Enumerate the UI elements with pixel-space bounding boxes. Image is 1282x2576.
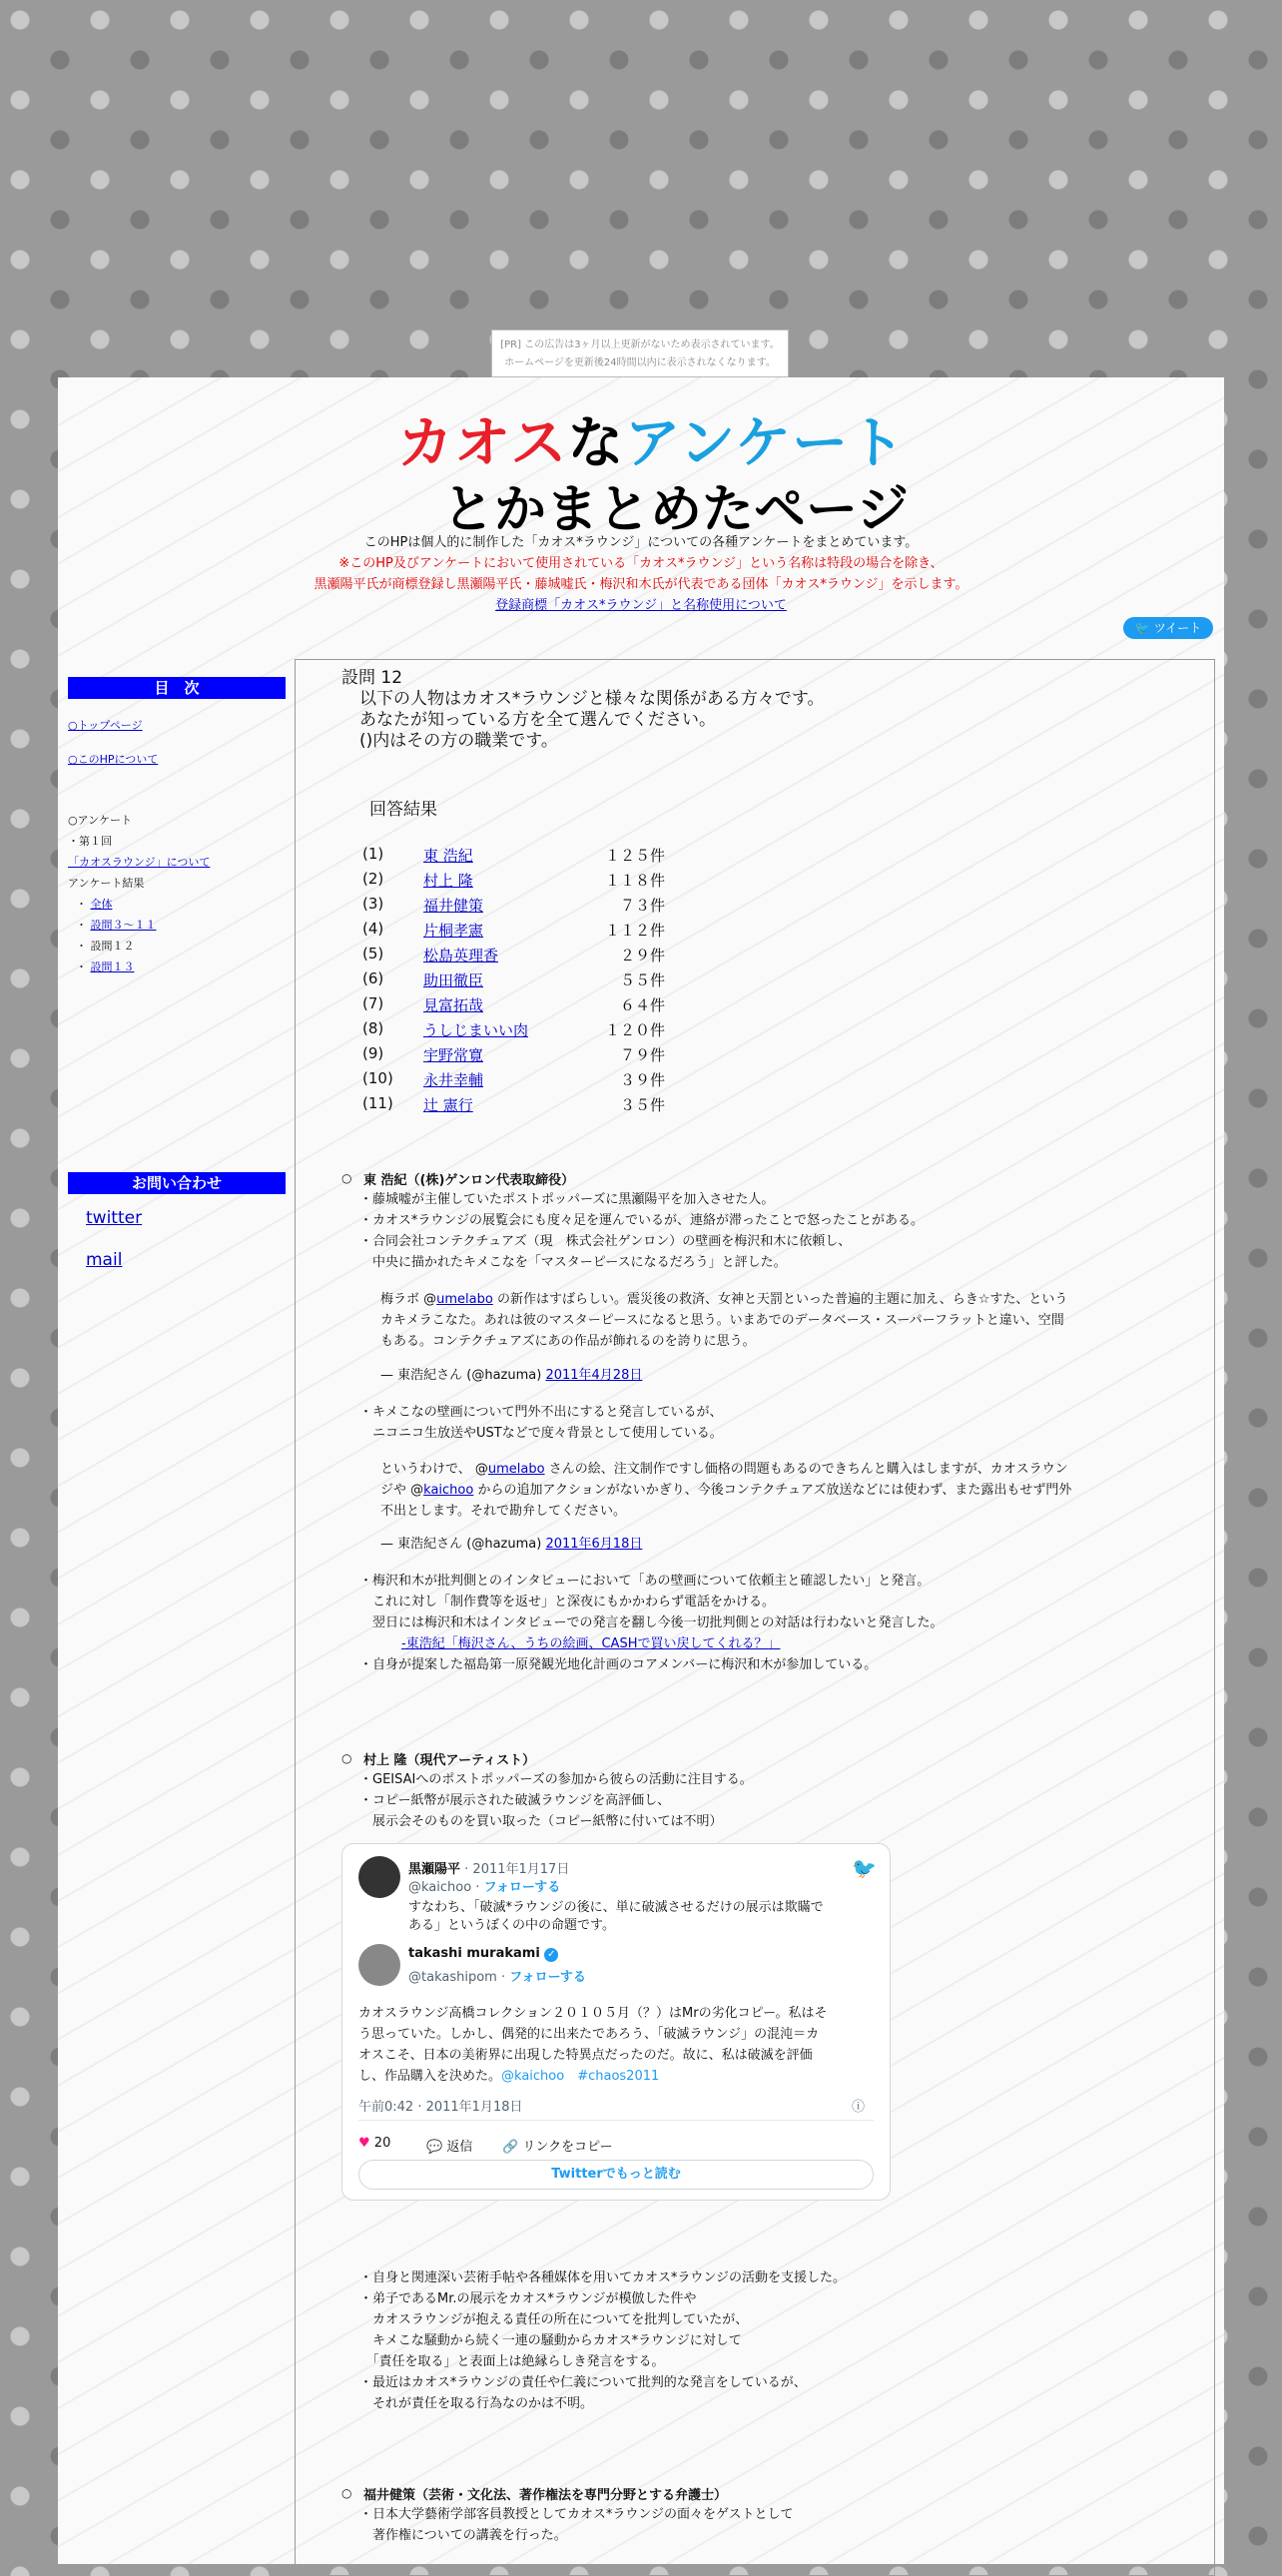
- result-count: ３９件: [619, 1071, 665, 1089]
- reply-handle: @kaichoo: [408, 1880, 472, 1895]
- kaichoo-link[interactable]: kaichoo: [423, 1483, 474, 1498]
- nav-results-label: アンケート結果: [68, 877, 145, 890]
- verified-icon: ✓: [544, 1948, 558, 1962]
- twitter-bird-icon: 🐦: [1134, 621, 1150, 635]
- murakami-line-7: キメこな騒動から続く一連の騒動からカオス*ラウンジに対して: [359, 2333, 742, 2348]
- bullet-icon: ○: [341, 2486, 352, 2500]
- mention-link[interactable]: @kaichoo: [501, 2069, 565, 2084]
- note-line-2: 黒瀬陽平氏が商標登録し黒瀬陽平氏・藤城嘘氏・梅沢和木氏が代表である団体「カオス*ラウンジ」を示します。: [314, 577, 968, 592]
- like-count: 20: [373, 2136, 391, 2151]
- reply-text-2: ある」というぼくの中の命題です。: [408, 1918, 615, 1933]
- result-count: ７３件: [619, 897, 665, 915]
- pr-banner[interactable]: [491, 329, 789, 377]
- nav-survey-label: ○アンケート: [68, 814, 132, 827]
- quote-text: からの追加アクションがないかぎり、今後コンテクチュアズ放送などには使わず、また露出もせず門外: [473, 1483, 1072, 1498]
- result-count: １２５件: [604, 847, 665, 865]
- result-name-link[interactable]: 東 浩紀: [423, 847, 473, 865]
- result-number: (6): [362, 969, 384, 987]
- logo-part-chaos: カオス: [397, 411, 568, 476]
- result-number: (5): [362, 945, 384, 963]
- umelabo-link[interactable]: umelabo: [436, 1292, 493, 1307]
- murakami-line-2: ・コピー紙幣が展示された破滅ラウンジを高評価し、: [359, 1793, 671, 1808]
- result-number: (8): [362, 1019, 384, 1037]
- result-name-link[interactable]: 永井幸輔: [423, 1071, 484, 1089]
- result-number: (9): [362, 1044, 384, 1062]
- azuma-line-8: これに対し「制作費等を返せ」と深夜にもかかわらず電話をかける。: [359, 1595, 776, 1610]
- murakami-line-6: カオスラウンジが抱える責任の所在についてを批判していたが、: [359, 2312, 749, 2327]
- reply-date: · 2011年1月17日: [464, 1862, 570, 1877]
- umelabo-link[interactable]: umelabo: [487, 1462, 545, 1477]
- copy-link-label: リンクをコピー: [522, 2140, 613, 2155]
- azuma-line-5: ・キメこなの壁画について門外不出にすると発言しているが、: [359, 1405, 723, 1420]
- result-name-link[interactable]: 福井健策: [423, 897, 484, 915]
- azuma-title: 東 浩紀（(株)ゲンロン代表取締役）: [363, 1173, 575, 1188]
- nav-item-q3-11-link[interactable]: 設問３～１１: [90, 919, 157, 932]
- main-content: [295, 659, 1215, 2576]
- nav-item-q12-label: 設問１２: [90, 940, 135, 953]
- embedded-tweet[interactable]: [341, 1843, 891, 2201]
- question-line-2: あなたが知っている方を全て選んでください。: [359, 710, 716, 730]
- mail-link[interactable]: mail: [86, 1250, 123, 1270]
- tweet-date-link[interactable]: 2011年4月28日: [545, 1368, 643, 1383]
- result-name-link[interactable]: 村上 隆: [423, 872, 473, 890]
- azuma-line-1: ・藤城嘘が主催していたポストポッパーズに黒瀬陽平を加入させた人。: [359, 1192, 775, 1207]
- twitter-bird-icon: 🐦: [852, 1856, 877, 1880]
- nav-item-overall[interactable]: ・ 全体: [76, 898, 113, 911]
- azuma-line-2: ・カオス*ラウンジの展覧会にも度々足を運んでいるが、連絡が滞ったことで怒ったことがある。: [359, 1213, 925, 1228]
- page-container: [58, 377, 1224, 2564]
- tweet-date-link[interactable]: 2011年6月18日: [545, 1537, 643, 1552]
- azuma-line-11: ・自身が提案した福島第一原発観光地化計画のコアメンバーに梅沢和木が参加している。: [359, 1657, 878, 1672]
- azuma-quote-1c: もある。コンテクチュアズにあの作品が飾れるのを誇りに思う。: [380, 1334, 756, 1349]
- tweet-text-1: カオスラウンジ高橋コレクション２０１０５月（？）はMrの劣化コピー。私はそ: [358, 2006, 828, 2021]
- result-name-link[interactable]: 片桐孝憲: [423, 922, 484, 940]
- bullet-icon: ○: [341, 1751, 352, 1765]
- nav-item-overall-link[interactable]: 全体: [90, 898, 113, 911]
- bullet-icon: ○: [341, 1171, 352, 1185]
- result-count: ５５件: [619, 971, 665, 989]
- reply-text-1: すなわち、「破滅*ラウンジの後に、単に破滅させるだけの展示は欺瞞で: [408, 1900, 824, 1915]
- murakami-title: 村上 隆（現代アーティスト）: [363, 1753, 536, 1768]
- quote-text: 梅ラボ @: [380, 1292, 437, 1307]
- result-name-link[interactable]: 松島英理香: [423, 947, 499, 965]
- result-number: (11): [362, 1094, 393, 1112]
- murakami-line-4: ・自身と関連深い芸術手帖や各種媒体を用いてカオス*ラウンジの活動を支援した。: [359, 2270, 847, 2285]
- fukui-title: 福井健策（芸術・文化法、著作権法を専門分野とする弁護士）: [363, 2488, 728, 2503]
- reply-icon: 💬: [426, 2140, 443, 2155]
- tweet-time[interactable]: 午前0:42 · 2011年1月18日: [358, 2100, 523, 2115]
- byline-text: — 東浩紀さん (@hazuma): [380, 1537, 546, 1552]
- result-number: (2): [362, 870, 384, 888]
- pr-line-1: [PR] この広告は3ヶ月以上更新がないため表示されています。: [500, 339, 780, 350]
- contact-title: お問い合わせ: [68, 1172, 286, 1194]
- avatar: [358, 1856, 400, 1898]
- result-name-link[interactable]: 宇野常寛: [423, 1046, 484, 1064]
- result-number: (10): [362, 1069, 393, 1087]
- nav-top-page[interactable]: ○トップページ: [68, 719, 143, 732]
- heart-icon: ♥: [358, 2136, 370, 2151]
- result-count: １１２件: [604, 922, 665, 940]
- result-count: １２０件: [604, 1021, 665, 1039]
- trademark-row: [58, 594, 1224, 613]
- result-count: ２９件: [619, 947, 665, 965]
- murakami-line-3: 展示会そのものを買い取った（コピー紙幣に付いては不明）: [359, 1814, 723, 1829]
- logo-part-enquete: アンケート: [624, 411, 907, 476]
- result-count: ７９件: [619, 1046, 665, 1064]
- divider: [358, 2120, 874, 2121]
- nav-about[interactable]: ○このHPについて: [68, 753, 159, 766]
- logo-part-na: な: [567, 411, 625, 476]
- result-number: (7): [362, 994, 384, 1012]
- copy-link-button[interactable]: [502, 2136, 613, 2155]
- note-line-1: ※このHP及びアンケートにおいて使用されている「カオス*ラウンジ」という名称は特段の場合を除き、: [338, 556, 944, 571]
- results-title: 回答結果: [369, 800, 437, 820]
- murakami-line-9: ・最近はカオス*ラウンジの責任や仁義について批判的な発言をしているが、: [359, 2375, 807, 2390]
- question-line-3: ()内はその方の職業です。: [359, 731, 558, 751]
- link-icon: 🔗: [502, 2140, 519, 2155]
- follow-button[interactable]: フォローする: [509, 1970, 586, 1985]
- result-count: ３５件: [619, 1096, 665, 1114]
- pr-line-2: ホームページを更新後24時間以内に表示されなくなります。: [504, 357, 776, 368]
- azuma-quote-2b: [380, 1480, 1071, 1501]
- tweet-text-2: う思っていた。しかし、偶発的に出来たであろう、「破滅ラウンジ」の混沌＝カ: [358, 2027, 820, 2042]
- result-count: ６４件: [619, 996, 665, 1014]
- reply-label: 返信: [446, 2140, 473, 2155]
- reply-author-name: 黒瀬陽平: [408, 1862, 461, 1877]
- author-handle: @takashipom: [408, 1970, 497, 1985]
- azuma-quote-1a: [380, 1289, 1067, 1310]
- question-number: 設問 12: [341, 668, 403, 688]
- azuma-line-9: 翌日には梅沢和木はインタビューでの発言を翻し今後一切批判側との対話は行わないと発言した。: [359, 1615, 944, 1630]
- reply-follow-button[interactable]: フォローする: [483, 1880, 561, 1895]
- azuma-quote-2-byline: [380, 1534, 642, 1555]
- question-line-1: 以下の人物はカオス*ラウンジと様々な関係がある方々です。: [359, 689, 825, 709]
- tweet-text-4: [358, 2065, 659, 2084]
- quote-text: ジや @: [380, 1483, 424, 1498]
- site-logo-subtitle: とかまとめたページ: [442, 480, 909, 540]
- result-count: １１８件: [604, 872, 665, 890]
- tweet-button-label: ツイート: [1153, 621, 1202, 635]
- author-name-row: [408, 1946, 558, 1962]
- azuma-line-3: ・合同会社コンテクチュアズ（現 株式会社ゲンロン）の壁画を梅沢和木に依頼し、: [359, 1234, 852, 1249]
- murakami-line-10: それが責任を取る行為なのかは不明。: [359, 2396, 594, 2411]
- azuma-quote-2a: [380, 1459, 1068, 1480]
- nav-round-label: ・第１回: [68, 835, 112, 848]
- info-icon[interactable]: ⓘ: [852, 2100, 866, 2115]
- result-number: (4): [362, 920, 384, 938]
- azuma-quote-1-byline: [380, 1365, 642, 1386]
- murakami-line-1: ・GEISAIへのポストポッパーズの参加から彼らの活動に注目する。: [359, 1772, 753, 1787]
- nav-item-q12: ・ 設問１２: [76, 940, 135, 953]
- nav-item-q13[interactable]: ・ 設問１３: [76, 961, 135, 973]
- nav-round-link[interactable]: 「カオスラウンジ」について: [68, 856, 211, 869]
- quote-text: というわけで、 @: [380, 1462, 488, 1477]
- result-name-link[interactable]: 見富拓哉: [423, 996, 484, 1014]
- azuma-quote-2c: 不出とします。それで勘弁してください。: [380, 1504, 626, 1519]
- tweet-button[interactable]: [1123, 617, 1213, 639]
- tweet-text: し、作品購入を決めた。: [358, 2069, 502, 2084]
- twitter-link[interactable]: twitter: [86, 1208, 143, 1228]
- byline-text: — 東浩紀さん (@hazuma): [380, 1368, 546, 1383]
- quote-text: の新作はすばらしい。震災後の救済、女神と天罰といった普遍的主題に加え、らき☆すた、という: [492, 1292, 1068, 1307]
- azuma-quote-1b: カキメラこなた。あれは彼のマスターピースになると思う。いまあでのデータベース・スーパーフラットと違い、空間: [380, 1313, 1064, 1328]
- azuma-line-6: ニコニコ生放送やUSTなどで度々背景として使用している。: [359, 1426, 723, 1441]
- author-handle-row: @takashipom · フォローする: [408, 1970, 586, 1985]
- murakami-line-5: ・弟子であるMr.の展示をカオス*ラウンジが模倣した件や: [359, 2291, 697, 2306]
- azuma-line-4: 中央に描かれたキメこなを「マスターピースになるだろう」と評した。: [359, 1255, 787, 1270]
- result-name-link[interactable]: 辻 憲行: [423, 1096, 473, 1114]
- fukui-line-2: 著作権についての講義を行った。: [359, 2528, 567, 2543]
- like-button[interactable]: [358, 2136, 390, 2151]
- nav-item-q13-link[interactable]: 設問１３: [90, 961, 135, 973]
- quote-text: さんの絵、注文制作ですし価格の問題もあるのできちんと購入はしますが、カオスラウン: [544, 1462, 1068, 1477]
- trademark-link[interactable]: 登録商標「カオス*ラウンジ」と名称使用について: [495, 598, 787, 613]
- azuma-line-7: ・梅沢和木が批判側とのインタビューにおいて「あの壁画について依頼主と確認したい」と発言。: [359, 1574, 931, 1589]
- azuma-line-10[interactable]: [401, 1633, 780, 1654]
- azuma-quote-link[interactable]: -東浩紀「梅沢さん、うちの絵画、CASHで買い戻してくれる？」: [401, 1636, 781, 1651]
- result-number: (3): [362, 895, 384, 913]
- reply-button[interactable]: [426, 2136, 472, 2155]
- intro-text: このHPは個人的に制作した「カオス*ラウンジ」についての各種アンケートをまとめています。: [363, 535, 919, 550]
- result-name-link[interactable]: 助田徹臣: [423, 971, 484, 989]
- murakami-line-8: 「責任を取る」と表面上は絶縁らしき発言をする。: [359, 2354, 665, 2369]
- toc-title: 目 次: [68, 677, 286, 699]
- reply-handle-row: @kaichoo · フォローする: [408, 1880, 561, 1895]
- reply-header: [408, 1858, 569, 1877]
- read-more-button[interactable]: Twitterでもっと読む: [358, 2160, 874, 2190]
- hashtag-link[interactable]: #chaos2011: [577, 2069, 660, 2084]
- nav-item-q3-11[interactable]: ・ 設問３～１１: [76, 919, 157, 932]
- result-number: (1): [362, 845, 384, 863]
- fukui-line-1: ・日本大学藝術学部客員教授としてカオス*ラウンジの面々をゲストとして: [359, 2507, 794, 2522]
- author-name: takashi murakami: [408, 1946, 540, 1961]
- avatar: [358, 1944, 400, 1986]
- result-name-link[interactable]: うしじまいい肉: [423, 1021, 529, 1039]
- tweet-text-3: オスこそ、日本の美術界に出現した特異点だったのだ。故に、私は破滅を評価: [358, 2048, 813, 2063]
